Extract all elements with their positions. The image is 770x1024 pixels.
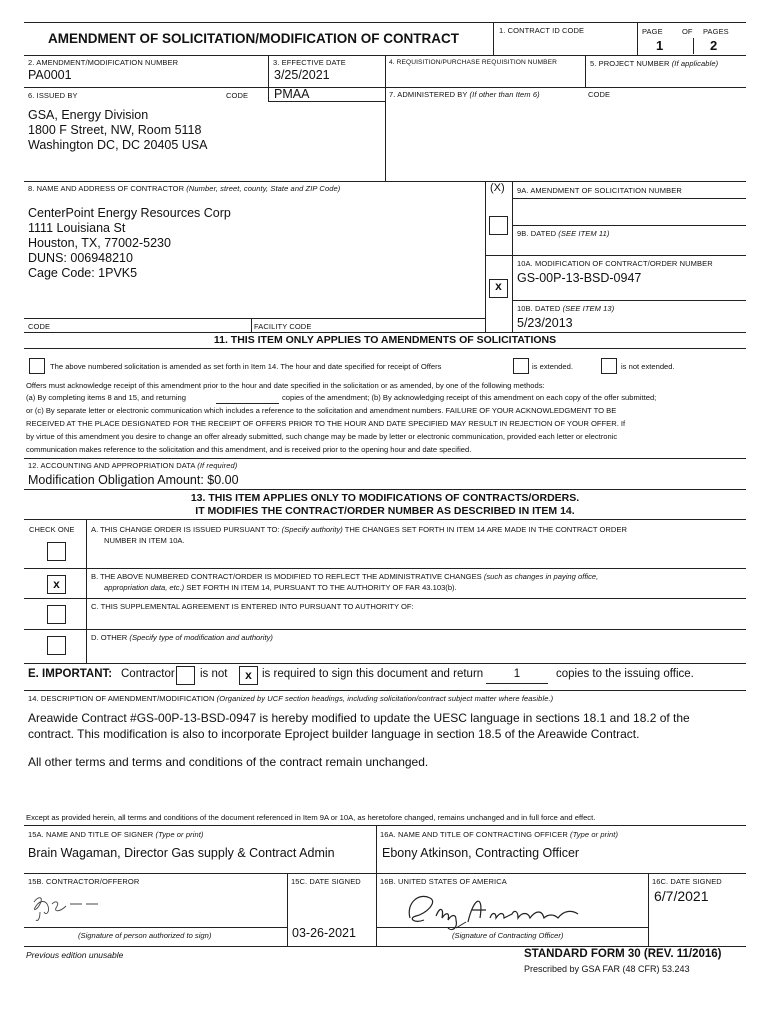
- contractor-signature: [26, 890, 116, 926]
- item12-label: 12. ACCOUNTING AND APPROPRIATION DATA (If required): [28, 461, 238, 470]
- item16c-label: 16C. DATE SIGNED: [652, 877, 722, 886]
- item11-text-2: (a) By completing items 8 and 15, and returning: [26, 393, 186, 402]
- standard-form-number: STANDARD FORM 30 (REV. 11/2016): [524, 948, 722, 960]
- item13c-checkbox[interactable]: [47, 605, 66, 624]
- effective-date: 3/25/2021: [274, 68, 330, 82]
- prescribed-by: Prescribed by GSA FAR (48 CFR) 53.243: [524, 964, 690, 974]
- item13-heading-2: IT MODIFIES THE CONTRACT/ORDER NUMBER AS DESCRIBED IN ITEM 14.: [195, 505, 575, 517]
- item6-label: 6. ISSUED BY: [28, 91, 78, 100]
- contractor-signature-caption: (Signature of person authorized to sign): [78, 931, 212, 940]
- facility-code-label: FACILITY CODE: [254, 322, 312, 331]
- item13a-text: A. THIS CHANGE ORDER IS ISSUED PURSUANT TO: (Specify authority) THE CHANGES SET FORTH IN ITEM 14 ARE MADE IN THE CONTRACT ORDER: [91, 525, 627, 534]
- item3-label: 3. EFFECTIVE DATE: [273, 58, 346, 67]
- item14-description: Areawide Contract #GS-00P-13-BSD-0947 is hereby modified to update the UESC language in sections 18.1 and 18.2 of the contract. This modification is also to incorporate Eproject builder language in section 18.5 of the Areawide Contract.: [28, 711, 690, 741]
- item11-text-1: Offers must acknowledge receipt of this amendment prior to the hour and date specified in the solicitation or as amended, by one of the following methods:: [26, 381, 545, 390]
- contract-id-label: 1. CONTRACT ID CODE: [499, 26, 585, 35]
- item15b-label: 15B. CONTRACTOR/OFFEROR: [28, 877, 140, 886]
- item13b-checkbox[interactable]: x: [47, 575, 66, 594]
- contract-number: GS-00P-13-BSD-0947: [517, 271, 642, 285]
- contractor-address: CenterPoint Energy Resources Corp 1111 Louisiana St Houston, TX, 77002-5230 DUNS: 006948210 Cage Code: 1PVK5: [28, 206, 231, 280]
- item16b-label: 16B. UNITED STATES OF AMERICA: [380, 877, 507, 886]
- previous-edition-note: Previous edition unusable: [26, 950, 124, 960]
- obligation-amount: Modification Obligation Amount: $0.00: [28, 473, 239, 487]
- officer-date-signed: 6/7/2021: [654, 888, 709, 904]
- copies-count: 1: [513, 668, 521, 680]
- modification-number: PA0001: [28, 68, 72, 82]
- not-extended-checkbox[interactable]: [601, 358, 617, 374]
- important-contractor: Contractor: [121, 668, 175, 680]
- page-number: 1: [656, 38, 664, 53]
- item14-label: 14. DESCRIPTION OF AMENDMENT/MODIFICATION (Organized by UCF section headings, including solicitation/contract subject matter where feasible.): [28, 694, 554, 703]
- item2-label: 2. AMENDMENT/MODIFICATION NUMBER: [28, 58, 179, 67]
- officer-name: Ebony Atkinson, Contracting Officer: [382, 846, 580, 860]
- item11-text-7: communication makes reference to the solicitation and this amendment, and is received prior to the opening hour and date specified.: [26, 445, 472, 454]
- item13c-text: C. THIS SUPPLEMENTAL AGREEMENT IS ENTERED INTO PURSUANT TO AUTHORITY OF:: [91, 602, 414, 611]
- extended-checkbox[interactable]: [513, 358, 529, 374]
- item15a-label: 15A. NAME AND TITLE OF SIGNER (Type or print): [28, 830, 204, 839]
- page-label: PAGE: [642, 27, 663, 36]
- item13a-text-2: NUMBER IN ITEM 10A.: [104, 536, 185, 545]
- important-label: E. IMPORTANT:: [28, 668, 113, 680]
- item13-heading-1: 13. THIS ITEM APPLIES ONLY TO MODIFICATIONS OF CONTRACTS/ORDERS.: [190, 492, 580, 504]
- page-count: 2: [710, 38, 718, 53]
- is-not-label: is not: [200, 668, 228, 680]
- item5-label: 5. PROJECT NUMBER (If applicable): [590, 59, 719, 68]
- x-column-label: (X): [490, 182, 505, 194]
- item16a-label: 16A. NAME AND TITLE OF CONTRACTING OFFICER (Type or print): [380, 830, 619, 839]
- item8-label: 8. NAME AND ADDRESS OF CONTRACTOR (Number, street, county, State and ZIP Code): [28, 184, 341, 193]
- item15c-label: 15C. DATE SIGNED: [291, 877, 361, 886]
- item7-code-label: CODE: [588, 90, 611, 99]
- item6-code-label: CODE: [226, 91, 249, 100]
- is-required-label: is required to sign this document and return: [262, 668, 484, 680]
- check-one-label: CHECK ONE: [29, 525, 75, 534]
- item11-text-3: copies of the amendment; (b) By acknowledging receipt of this amendment on each copy of the offer submitted;: [282, 393, 657, 402]
- item9-checkbox[interactable]: [489, 216, 508, 235]
- item11-text-6: by virtue of this amendment you desire to change an offer already submitted, such change may be made by letter or electronic communication, provided each letter or electronic: [26, 432, 618, 441]
- item13b-text-2: appropriation data, etc.) SET FORTH IN ITEM 14, PURSUANT TO THE AUTHORITY OF FAR 43.103(b).: [104, 583, 457, 592]
- item7-label: 7. ADMINISTERED BY (If other than Item 6): [389, 90, 540, 99]
- signer-name: Brain Wagaman, Director Gas supply & Contract Admin: [28, 846, 335, 860]
- not-extended-label: is not extended.: [621, 362, 675, 371]
- issuer-code: PMAA: [274, 87, 310, 101]
- form-title: AMENDMENT OF SOLICITATION/MODIFICATION OF CONTRACT: [48, 31, 459, 46]
- item4-label: 4. REQUISITION/PURCHASE REQUISITION NUMBER: [389, 59, 557, 66]
- item10a-label: 10A. MODIFICATION OF CONTRACT/ORDER NUMBER: [517, 259, 713, 268]
- is-not-checkbox[interactable]: [176, 666, 195, 685]
- item9b-label: 9B. DATED (SEE ITEM 11): [517, 229, 610, 238]
- item11-text-4: or (c) By separate letter or electronic communication which includes a reference to the solicitation and amendment numbers. FAILURE OF YOUR ACKNOWLEDGMENT TO BE: [26, 406, 617, 415]
- contract-date: 5/23/2013: [517, 316, 573, 330]
- item13b-text: B. THE ABOVE NUMBERED CONTRACT/ORDER IS MODIFIED TO REFLECT THE ADMINISTRATIVE CHANGES (such as changes in paying office,: [91, 572, 599, 581]
- is-required-checkbox[interactable]: x: [239, 666, 258, 685]
- copies-tail: copies to the issuing office.: [556, 668, 694, 680]
- except-line: Except as provided herein, all terms and conditions of the document referenced in Item 9A or 10A, as heretofore changed, remains unchanged and in full force and effect.: [26, 813, 596, 822]
- item10b-label: 10B. DATED (SEE ITEM 13): [517, 304, 615, 313]
- pages-label: PAGES: [703, 27, 729, 36]
- item14-description-2: All other terms and terms and conditions of the contract remain unchanged.: [28, 755, 429, 769]
- item13d-checkbox[interactable]: [47, 636, 66, 655]
- extended-label: is extended.: [532, 362, 573, 371]
- issuer-address: GSA, Energy Division 1800 F Street, NW, Room 5118 Washington DC, DC 20405 USA: [28, 108, 208, 152]
- item13a-checkbox[interactable]: [47, 542, 66, 561]
- officer-signature-caption: (Signature of Contracting Officer): [452, 931, 564, 940]
- item11-line1: The above numbered solicitation is amended as set forth in Item 14. The hour and date specified for receipt of Offers: [50, 362, 442, 371]
- item13d-text: D. OTHER (Specify type of modification and authority): [91, 633, 273, 642]
- item9a-label: 9A. AMENDMENT OF SOLICITATION NUMBER: [517, 186, 682, 195]
- item11-heading: 11. THIS ITEM ONLY APPLIES TO AMENDMENTS OF SOLICITATIONS: [213, 334, 557, 346]
- item11-checkbox[interactable]: [29, 358, 45, 374]
- contractor-code-label: CODE: [28, 322, 51, 331]
- item11-text-5: RECEIVED AT THE PLACE DESIGNATED FOR THE RECEIPT OF OFFERS PRIOR TO THE HOUR AND DATE SPECIFIED MAY RESULT IN REJECTION OF YOUR OFFER. If: [26, 419, 626, 428]
- item10-checkbox[interactable]: x: [489, 279, 508, 298]
- contractor-date-signed: 03-26-2021: [292, 926, 356, 940]
- of-label: OF: [682, 27, 693, 36]
